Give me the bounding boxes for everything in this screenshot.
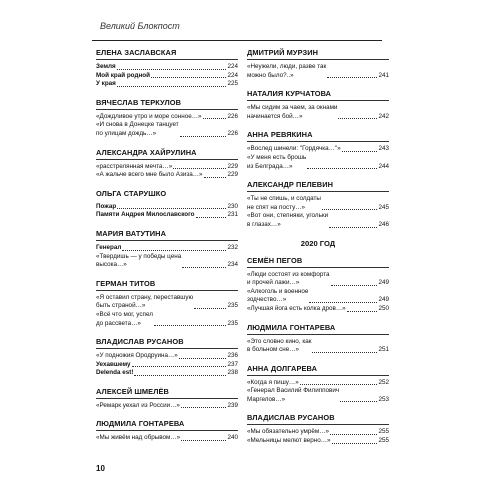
author-name: АЛЕКСАНДРА ХАЙРУЛИНА (96, 148, 238, 160)
dot-leader (322, 209, 378, 210)
entry-page: 251 (378, 346, 389, 354)
entry-page: 225 (227, 80, 238, 88)
entry-title: «Вослед шинели: "Гордячка…"» (247, 145, 341, 153)
author-section (247, 130, 389, 171)
entry-page: 234 (227, 261, 238, 269)
entry-page: 250 (378, 304, 389, 312)
entry-title: «Неужели, люди, разве так можно было?..» (247, 63, 327, 79)
dot-leader (338, 118, 377, 119)
author-section (247, 413, 389, 445)
entry-title: «А жальче всего мне было Азиза…» (96, 171, 203, 179)
dot-leader (329, 227, 377, 228)
entry-page: 253 (378, 395, 389, 403)
dot-leader (204, 177, 227, 178)
entry-title: «Мельницы мелют верно…» (247, 437, 331, 445)
entry-page: 226 (227, 129, 238, 137)
entry-page: 255 (378, 437, 389, 445)
running-header (92, 10, 382, 41)
toc-entry (247, 338, 389, 355)
dot-leader (327, 77, 377, 78)
dot-leader (117, 69, 227, 70)
toc-entry (96, 352, 238, 361)
author-name: ЕЛЕНА ЗАСЛАВСКАЯ (96, 48, 238, 60)
entry-page: 229 (227, 171, 238, 179)
dot-leader (312, 352, 377, 353)
dot-leader (179, 358, 227, 359)
toc-entry (96, 63, 238, 72)
toc-entry (96, 294, 238, 311)
author-section (247, 89, 389, 121)
entry-page: 244 (378, 162, 389, 170)
toc-entry (96, 311, 238, 328)
dot-leader (182, 267, 226, 268)
author-section (247, 364, 389, 405)
entry-title: «Мы сидим за чаем, за окнами начинается бой…» (247, 104, 338, 120)
author-name: ЛЮДМИЛА ГОНТАРЕВА (96, 419, 238, 431)
dot-leader (194, 308, 226, 309)
author-section (96, 279, 238, 328)
toc-entry (96, 434, 238, 443)
entry-page: 249 (378, 296, 389, 304)
toc-entry (96, 171, 238, 180)
toc-entry (96, 402, 238, 411)
toc-entry (247, 288, 389, 305)
toc-entry (247, 271, 389, 288)
entry-page: 224 (227, 71, 238, 79)
dot-leader (117, 86, 227, 87)
dot-leader (181, 407, 227, 408)
author-section (247, 48, 389, 80)
toc-entry (96, 203, 238, 212)
entry-page: 226 (227, 112, 238, 120)
toc-entry (247, 63, 389, 80)
entry-title: «Дождливое утро и море сонное…» (96, 112, 202, 120)
dot-leader (300, 384, 378, 385)
entry-title: Генерал (96, 243, 122, 251)
entry-page: 245 (378, 203, 389, 211)
entry-page: 224 (227, 63, 238, 70)
toc-right-column (247, 48, 389, 455)
toc-entry (247, 145, 389, 154)
entry-title: «Люди состоят из комфорта и прочей лажи…» (247, 270, 330, 287)
dot-leader (307, 168, 377, 169)
entry-title: «Алкоголь и военное зодчество…» (247, 287, 309, 304)
dot-leader (330, 434, 378, 435)
entry-page: 238 (227, 369, 238, 377)
toc-entry (247, 104, 389, 121)
entry-title: «Генерал Василий Филиппович Маргелов…» (247, 387, 340, 403)
dot-leader (173, 168, 226, 169)
toc-entry (96, 113, 238, 122)
author-name: ЛЮДМИЛА ГОНТАРЕВА (247, 323, 389, 335)
toc-entry (96, 211, 238, 220)
dot-leader (347, 311, 378, 312)
dot-leader (154, 325, 227, 326)
entry-page: 235 (227, 302, 238, 310)
entry-title: «Это словно кино, как в больном сне…» (247, 337, 312, 354)
author-name: МАРИЯ ВАТУТИНА (96, 229, 238, 241)
dot-leader (117, 208, 226, 209)
entry-title: «Ремарк уехал из России…» (96, 401, 180, 409)
entry-title: «Лучшая йога есть колка дров…» (247, 304, 346, 312)
entry-title: «Всё что мог, успел до рассвета…» (96, 310, 153, 327)
author-section (96, 98, 238, 139)
entry-title: «Ты не спишь, и солдаты не спят на посту…» (247, 195, 321, 211)
entry-title: «Когда я пишу…» (247, 378, 299, 386)
entry-title: «Мы живём над обрывом…» (96, 434, 181, 442)
entry-title: «У подножия Ородруина…» (96, 352, 178, 360)
year-heading: 2020 ГОД (300, 238, 336, 248)
author-name: СЕМЁН ПЕГОВ (247, 256, 389, 268)
author-name: АЛЕКСАНДР ПЕЛЕВИН (247, 180, 389, 192)
dot-leader (132, 366, 227, 367)
author-name: АННА РЕВЯКИНА (247, 130, 389, 142)
author-section (96, 189, 238, 220)
toc-entry (96, 244, 238, 253)
toc-entry (247, 437, 389, 446)
entry-page: 241 (378, 71, 389, 79)
entry-page: 249 (378, 279, 389, 287)
toc-entry (247, 212, 389, 229)
entry-title: Пожар (96, 202, 117, 210)
dot-leader (342, 151, 378, 152)
toc-entry (247, 379, 389, 388)
author-name: ГЕРМАН ТИТОВ (96, 279, 238, 291)
entry-title: «Твердишь — у победы цена высока…» (96, 252, 182, 269)
entry-title: «И снова в Донецке танцует по улицам дождь…» (96, 121, 179, 137)
author-section (96, 148, 238, 180)
entry-title: «расстрелянная мечта…» (96, 162, 173, 170)
author-section (247, 256, 389, 314)
entry-title: «Я оставил страну, переставшую быть страной…» (96, 293, 194, 310)
entry-title: Земля (96, 63, 116, 70)
entry-page: 235 (227, 319, 238, 327)
entry-title: «У меня есть брошь из Белграда…» (247, 153, 307, 170)
author-name: АННА ДОЛГАРЕВА (247, 364, 389, 376)
author-name: НАТАЛИЯ КУРЧАТОВА (247, 89, 389, 101)
toc-entry (96, 163, 238, 172)
author-name: АЛЕКСЕЙ ШМЕЛЁВ (96, 387, 238, 399)
entry-title: Мой край родной (96, 71, 150, 79)
author-name: ОЛЬГА СТАРУШКО (96, 188, 167, 198)
author-name: ДМИТРИЙ МУРЗИН (247, 48, 389, 60)
entry-page: 242 (378, 112, 389, 120)
author-section (96, 419, 238, 443)
toc-entry (96, 80, 238, 89)
dot-leader (203, 118, 227, 119)
entry-page: 231 (227, 211, 238, 219)
toc-entry (247, 428, 389, 437)
entry-page: 229 (227, 162, 238, 170)
entry-title: «Вот они, степняки, угольки в глазах…» (247, 212, 329, 228)
dot-leader (196, 217, 227, 218)
dot-leader (309, 302, 377, 303)
entry-page: 246 (378, 220, 389, 228)
toc-entry (96, 121, 238, 138)
dot-leader (332, 443, 378, 444)
author-section (96, 337, 238, 378)
toc-entry (96, 369, 238, 378)
entry-page: 255 (378, 428, 389, 436)
toc-entry (96, 361, 238, 370)
dot-leader (122, 250, 226, 251)
dot-leader (180, 136, 227, 137)
entry-page: 236 (227, 352, 238, 360)
book-title: Великий Блокпост (100, 21, 180, 31)
toc-entry (96, 253, 238, 270)
dot-leader (181, 440, 226, 441)
author-section (247, 323, 389, 355)
toc-entry (96, 72, 238, 81)
toc-left-column (96, 48, 238, 452)
author-section (96, 387, 238, 411)
author-section (96, 229, 238, 270)
entry-page: 232 (227, 243, 238, 251)
entry-page: 252 (378, 378, 389, 386)
entry-page: 243 (378, 145, 389, 153)
author-name: ВЛАДИСЛАВ РУСАНОВ (96, 337, 238, 349)
entry-title: У края (96, 80, 116, 88)
entry-page: 230 (227, 202, 238, 210)
entry-title: Памяти Андрея Милославского (96, 211, 195, 219)
entry-page: 237 (227, 360, 238, 368)
author-section (247, 180, 389, 229)
entry-page: 240 (227, 434, 238, 442)
entry-title: Уехавшему (96, 360, 131, 368)
author-section (96, 48, 238, 89)
entry-title: Delenda est! (96, 369, 134, 377)
dot-leader (134, 375, 226, 376)
toc-entry (247, 154, 389, 171)
toc-entry (247, 305, 389, 314)
toc-entry (247, 387, 389, 404)
entry-page: 239 (227, 401, 238, 409)
dot-leader (340, 401, 377, 402)
dot-leader (331, 285, 378, 286)
toc-entry (247, 195, 389, 212)
page-number: 10 (96, 464, 105, 473)
author-name: ВЯЧЕСЛАВ ТЕРКУЛОВ (96, 98, 238, 110)
author-name: ВЛАДИСЛАВ РУСАНОВ (247, 413, 389, 425)
entry-title: «Мы обязательно умрём…» (247, 428, 329, 436)
dot-leader (151, 77, 227, 78)
